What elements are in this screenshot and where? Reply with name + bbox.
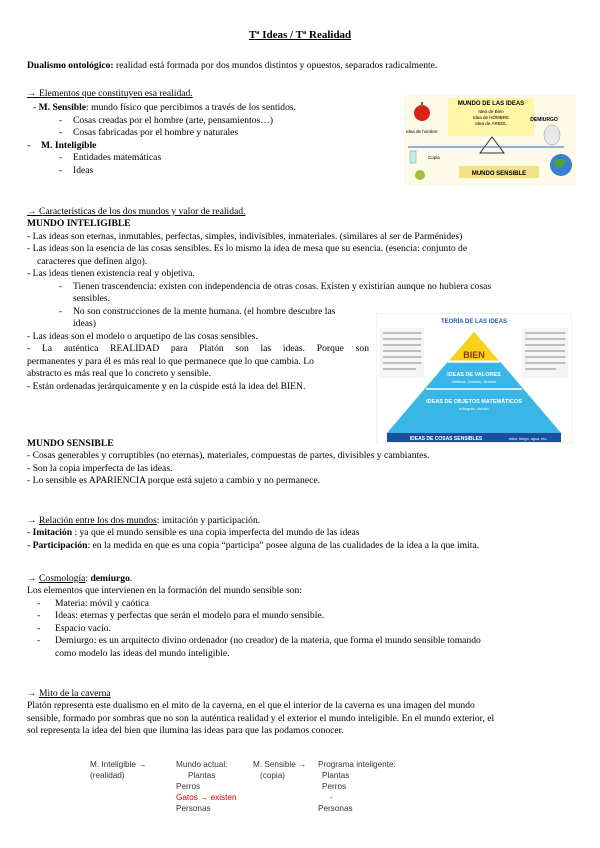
col3-b: (copia) [260,771,286,780]
car-line: - La auténtica REALIDAD para Platón son las ideas. Porque son [27,343,369,355]
img1-line: Idea de ÁRBOL [475,121,507,126]
arrow-icon: → [27,573,39,584]
col2-a: Mundo actual: [176,760,228,769]
cosmologia-section [27,573,587,660]
dualismo-line [27,60,437,72]
img1-line: Idea de Bien [478,109,504,114]
img2-sensibles-sub: árbol, fuego, agua, etc. [508,437,548,441]
car-line: - Las ideas son la esencia de las cosas sensibles. Es lo mismo la idea de mesa que su esencia. (esencia: conjunto de [27,243,468,255]
cosmo-item: - Materia: móvil y caótica [37,597,150,609]
relacion-heading [27,515,587,527]
inteligible-item-text: Ideas [73,164,94,176]
col2-b: Plantas [188,771,216,780]
img2-bien: BIEN [463,350,485,360]
inteligible-heading: MUNDO INTELIGIBLE [27,218,131,230]
caracteristicas-heading: → Características de los dos mundos y valor de realidad. [27,206,246,217]
col4-d: - [330,793,333,802]
col4-e: Personas [318,804,353,813]
demiurgo-figure [544,125,560,145]
car-line: abstracto es más real que lo concreto y sensible. [27,368,212,380]
inteligible-line: - M. Inteligible [27,139,97,151]
arrow-icon: → [27,688,39,699]
relacion-section [27,515,587,552]
caverna-line: Platón representa este dualismo en el mito de la caverna, en el que el interior de la caverna es una imagen del mundo [27,700,475,712]
car-subitem-cont: ideas) [73,318,96,330]
img1-bottom: MUNDO SENSIBLE [471,171,527,177]
col1-b: (realidad) [90,771,125,780]
car-line: permanentes y para él es más real lo que permanece que lo que cambia. Lo [27,355,314,367]
cosmologia-heading-main: Cosmología [39,573,86,584]
elementos-heading: → Elementos que constituyen esa realidad. [27,88,193,99]
cosmo-item-text: Ideas: eternas y perfectas que serán el modelo para el mundo sensible. [55,610,325,622]
img1-right-label: DEMIURGO [530,117,558,123]
img1-bottom-left: Copia [428,155,440,160]
cosmologia-intro: Los elementos que intervienen en la formación del mundo sensible son: [27,585,302,597]
img1-left-label: Idea de hombre [406,129,438,134]
left-note [380,328,424,378]
inteligible-label: M. Inteligible [41,139,97,151]
car-subitem-text: Tienen trascendencia: existen con independencia de otras cosas. Existen y existirían aunque no hubiera cosas [73,280,492,292]
col4-c: Perros [322,782,347,791]
apple-stem [421,102,423,107]
right-note [522,328,568,378]
sensible-heading: MUNDO SENSIBLE [27,438,114,449]
fruit-icon [415,170,425,180]
sens-line: - Son la copia imperfecta de las ideas. [27,462,173,474]
inteligible-item: - Entidades matemáticas [59,152,162,164]
img2-title: TEORÍA DE LAS IDEAS [440,319,508,325]
col4-a: Programa inteligente: [318,760,396,769]
sensible-item: - Cosas fabricadas por el hombre y naturales [59,127,239,139]
inteligible-item-text: Entidades matemáticas [73,152,162,164]
cosmo-item: - Demiurgo: es un arquitecto divino ordenador (no creador) de la materia, que forma el mundo sensible tomando [37,635,481,647]
relacion-heading-main: Relación entre los dos mundos [39,515,157,526]
col4-b: Plantas [322,771,350,780]
cosmo-item-text: Materia: móvil y caótica [55,597,150,609]
caverna-heading [27,688,587,700]
cosmo-item-cont: como modelo las ideas del mundo inteligible. [55,647,230,659]
caverna-line: sol representa la idea del bien que ilumina las ideas para que las podamos conocer. [27,725,344,737]
participacion-text: : en la medida en que es una copia “participa” posee alguna de las cualidades de la idea a la que imita. [87,539,480,551]
sensible-item: - Cosas creadas por el hombre (arte, pensamientos…) [59,114,274,126]
mundo-ideas-illustration [404,95,576,185]
col2-c: Perros [176,782,201,791]
car-subitem: - Tienen trascendencia: existen con independencia de otras cosas. Existen y existirían aunque no hubiera cosas [59,280,492,292]
comparison-table [90,760,510,822]
imitacion-text: : ya que el mundo sensible es una copia imperfecta del mundo de las ideas [72,527,360,539]
inteligible-item: - Ideas [59,164,94,176]
sens-line: - Lo sensible es APARIENCIA porque está sujeto a cambio y no permanece. [27,475,320,487]
imitacion-line: - Imitación : ya que el mundo sensible es una copia imperfecta del mundo de las ideas [27,527,360,539]
img2-valores-sub: Belleza, Justicia, Verdad [452,379,496,384]
cosmo-item-text: Demiurgo: es un arquitecto divino ordenador (no creador) de la materia, que forma el mundo sensible tomando [55,635,481,647]
participacion-label: Participación [32,539,88,551]
cosmo-item-text: Espacio vacío. [55,622,111,634]
col2-d: Gatos → existen [176,793,237,802]
car-line: - Las ideas son eternas, inmutables, perfectas, simples, indivisibles, inmateriales. (similares al ser de Parménides) [27,230,463,242]
cosmologia-colon: : [85,573,91,584]
col3-a: M. Sensible → [253,760,307,769]
col2-e: Personas [176,804,211,813]
sensible-text: : mundo físico que percibimos a través de los sentidos. [86,102,297,114]
sensible-item-text: Cosas fabricadas por el hombre y naturales [73,127,239,139]
relacion-heading-rest: : imitación y participación. [156,515,261,526]
caverna-heading-main: Mito de la caverna [39,688,111,699]
glass-icon [410,151,416,163]
img1-title: MUNDO DE LAS IDEAS [457,101,525,107]
img2-valores: IDEAS DE VALORES [447,372,501,378]
dualismo-label: Dualismo ontológico: [27,60,114,71]
apple-icon [414,105,430,121]
img2-matematicos: IDEAS DE OBJETOS MATEMÁTICOS [426,399,522,405]
img2-sensibles: IDEAS DE COSAS SENSIBLES [409,436,483,442]
sensible-section [27,438,577,488]
sens-line: - Cosas generables y corruptibles (no eternas), materiales, compuestas de partes, divisibles y cambiantes. [27,450,430,462]
left-note-box [380,328,424,378]
car-subitem-text: No son construcciones de la mente humana. (el hombre descubre las [73,305,336,317]
img1-line: Idea de HOMBRE [472,115,510,120]
sensible-line: - M. Sensible: mundo físico que percibimos a través de los sentidos. [33,102,297,114]
right-note-box [522,328,568,378]
sensible-label: M. Sensible [38,102,87,114]
cosmo-item: - Ideas: eternas y perfectas que serán el modelo para el mundo sensible. [37,610,325,622]
caverna-line: sensible, formado por sombras que no son la auténtica realidad y el exterior el mundo inteligible. En el mundo exterior, el [27,712,495,724]
col1-a: M. Inteligible → [90,760,147,769]
car-line: - Están ordenadas jerárquicamente y en la cúspide está la idea del BIEN. [27,380,306,392]
caverna-section [27,688,587,738]
car-line: caracteres que definen algo). [37,255,148,267]
img2-matematicos-sub: triángulo, círculo [459,406,489,411]
dualismo-text: realidad está formada por dos mundos distintos y opuestos, separados radicalmente. [113,60,438,71]
cosmologia-end: . [129,573,133,584]
participacion-line: - Participación: en la medida en que es una copia “participa” posee alguna de las cualidades de la idea a la que imita. [27,539,480,551]
page-title: Tª Ideas / Tª Realidad [248,29,352,41]
sensible-item-text: Cosas creadas por el hombre (arte, pensamientos…) [73,114,274,126]
arrow-icon: → [27,515,39,526]
cosmo-item: - Espacio vacío. [37,622,111,634]
car-subitem: - No son construcciones de la mente humana. (el hombre descubre las [59,305,336,317]
cosmologia-heading [27,573,587,585]
imitacion-label: Imitación [32,527,73,539]
cosmologia-demiurgo: demiurgo [90,573,130,584]
elementos-section [27,88,397,177]
car-line: - Las ideas tienen existencia real y objetiva. [27,268,195,280]
car-line: - Las ideas son el modelo o arquetipo de las cosas sensibles. [27,330,258,342]
teoria-ideas-pyramid [376,313,572,443]
car-subitem-cont: sensibles. [73,293,111,305]
